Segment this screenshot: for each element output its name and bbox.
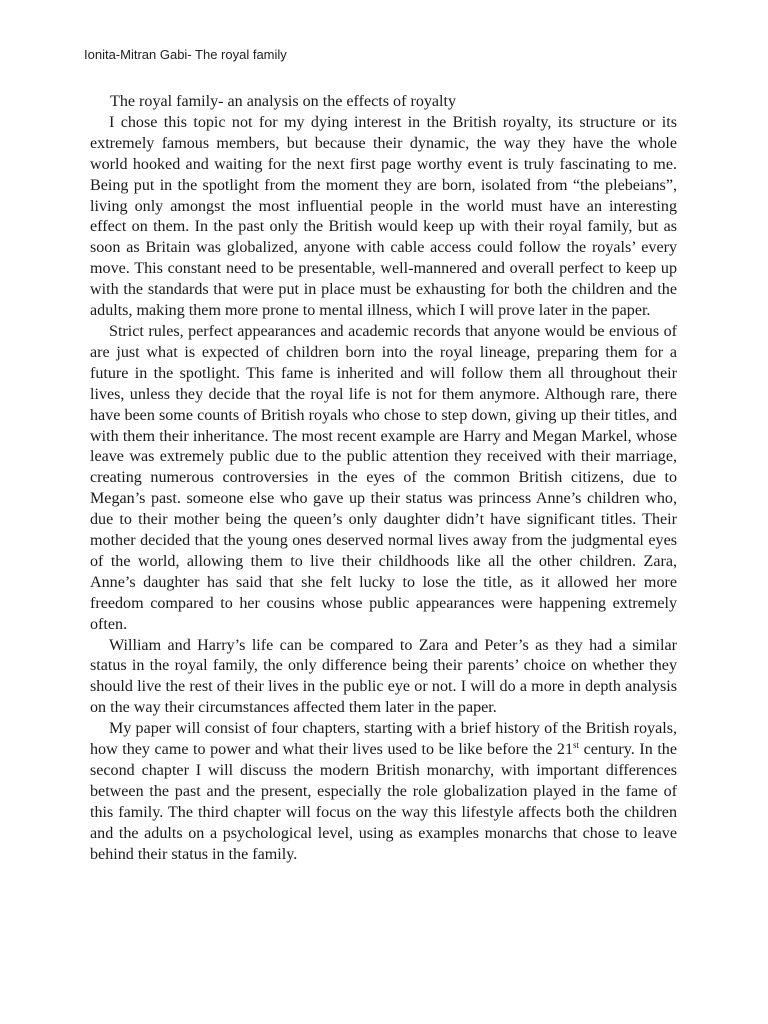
paragraph-intro: I chose this topic not for my dying interest in the British royalty, its structure or its extremely famous members, but because their dynamic, the way they have the whole world hooked and waiting for the next first page worthy event is truly fascinating to me. Being put in the spotlight from the moment they are born, isolated from “the plebeians”, living only amongst the most influential people in the world must have an interesting effect on them. In the past only the British would keep up with their royal family, but as soon as Britain was globalized, anyone with cable access could follow the royals’ every move. This constant need to be presentable, well-mannered and overall perfect to keep up with the standards that were put in place must be exhausting for both the children and the adults, making them more prone to mental illness, which I will prove later in the paper. [90, 113, 677, 320]
document-body [90, 92, 677, 866]
paragraph-strict-rules: Strict rules, perfect appearances and academic records that anyone would be envious of are just what is expected of children born into the royal lineage, preparing them for a future in the spotlight. This fame is inherited and will follow them all throughout their lives, unless they decide that the royal life is not for them anymore. Although rare, there have been some counts of British royals who chose to step down, giving up their titles, and with them their inheritance. The most recent example are Harry and Megan Markel, whose leave was extremely public due to the public attention they received with their marriage, creating numerous controversies in the eyes of the common British citizens, due to Megan’s past. someone else who gave up their status was princess Anne’s children who, due to their mother being the queen’s only daughter didn’t have significant titles. Their mother decided that the young ones deserved normal lives away from the judgmental eyes of the world, allowing them to live their childhoods like all the other children. Zara, Anne’s daughter has said that she felt lucky to lose the title, as it allowed her more freedom compared to her cousins whose public appearances were happening extremely often. [90, 322, 677, 633]
paragraph-chapters [90, 719, 677, 865]
running-header: Ionita-Mitran Gabi- The royal family [84, 47, 287, 62]
paragraph-chapters-text-end: century. In the second chapter I will discuss the modern British monarchy, with important differences between the past and the present, especially the role globalization played in the fame of this family. The third chapter will focus on the way this lifestyle affects both the children and the adults on a psychological level, using as examples monarchs that chose to leave behind their status in the family. [90, 741, 677, 863]
document-title: The royal family- an analysis on the effects of royalty [110, 93, 457, 110]
paragraph-william-harry: William and Harry’s life can be compared to Zara and Peter’s as they had a similar status in the royal family, the only difference being their parents’ choice on whether they should live the rest of their lives in the public eye or not. I will do a more in depth analysis on the way their circumstances affected them later in the paper. [90, 636, 677, 717]
paragraph-chapters-text-start: My paper will consist of four chapters, starting with a brief history of the British royals, how they came to power and what their lives used to be like before the 21 [90, 720, 677, 759]
ordinal-superscript: st [573, 740, 580, 751]
